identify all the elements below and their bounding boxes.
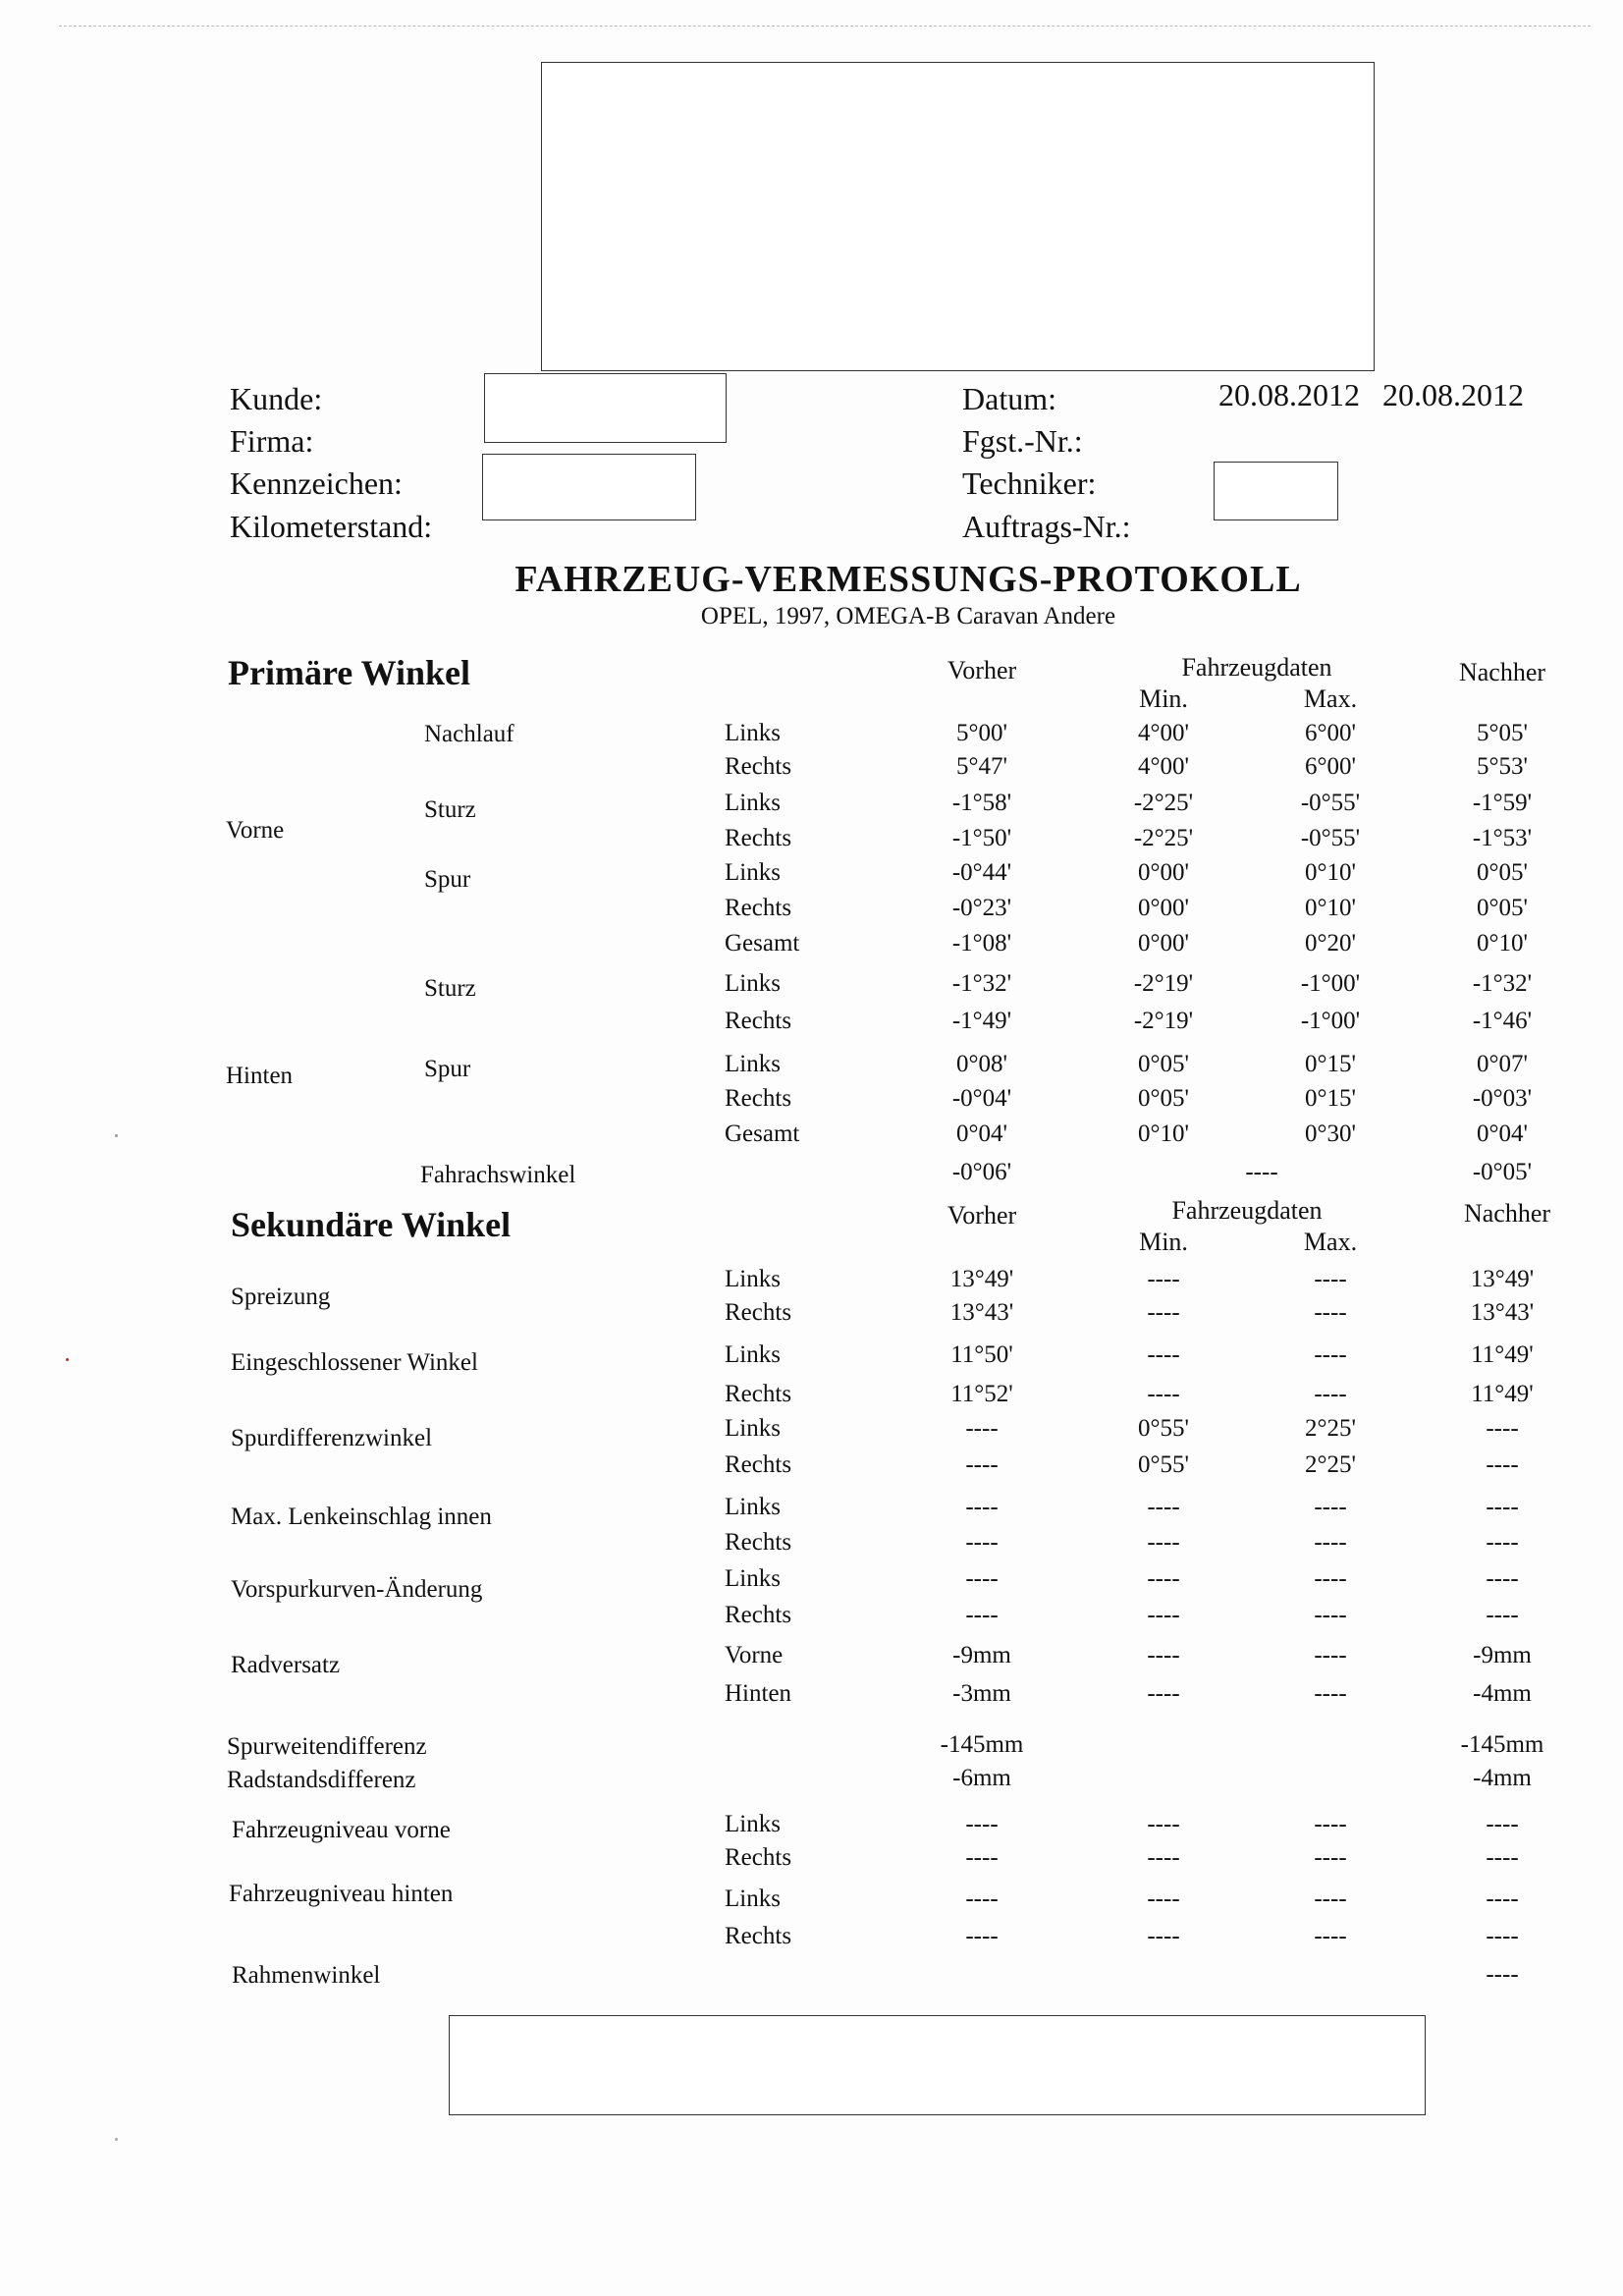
footer-redaction-box	[449, 2015, 1426, 2115]
secondary-row-18-nachher: ----	[1486, 1961, 1519, 1988]
secondary-row-3-min: ----	[1147, 1381, 1180, 1407]
primary-row-1-side: Rechts	[725, 753, 792, 780]
primary-row-9-min: 0°05'	[1137, 1051, 1189, 1077]
param-max-lenkeinschlag: Max. Lenkeinschlag innen	[231, 1503, 492, 1530]
secondary-row-11-side: Hinten	[725, 1680, 792, 1707]
primary-row-6-side: Gesamt	[725, 930, 800, 957]
scan-speck	[115, 1134, 118, 1137]
primary-row-10-min: 0°05'	[1137, 1085, 1189, 1112]
primary-row-2-max: -0°55'	[1300, 790, 1361, 816]
primary-row-9-max: 0°15'	[1304, 1051, 1356, 1077]
label-techniker: Techniker:	[962, 465, 1097, 501]
param-sturz-hinten: Sturz	[424, 975, 476, 1002]
secondary-row-0-nachher: 13°49'	[1470, 1266, 1535, 1292]
primary-row-0-max: 6°00'	[1304, 720, 1356, 746]
param-rahmenwinkel: Rahmenwinkel	[232, 1962, 381, 1989]
secondary-row-15-max: ----	[1314, 1844, 1347, 1871]
primary-row-3-min: -2°25'	[1133, 825, 1194, 851]
secondary-row-10-max: ----	[1314, 1642, 1347, 1668]
fahrachs-nachher: -0°05'	[1472, 1159, 1533, 1185]
label-kunde: Kunde:	[230, 381, 323, 416]
primary-row-5-max: 0°10'	[1304, 895, 1356, 921]
scan-speck	[66, 1358, 69, 1361]
secondary-row-3-max: ----	[1314, 1381, 1347, 1407]
secondary-row-6-vorher: ----	[965, 1494, 999, 1520]
techniker-redaction-box	[1214, 462, 1338, 520]
secondary-row-0-max: ----	[1314, 1266, 1347, 1292]
secondary-row-16-min: ----	[1147, 1886, 1180, 1912]
secondary-row-4-nachher: ----	[1486, 1415, 1519, 1442]
secondary-row-4-min: 0°55'	[1137, 1415, 1189, 1442]
secondary-row-8-nachher: ----	[1486, 1565, 1519, 1592]
secondary-row-14-vorher: ----	[965, 1811, 999, 1837]
primary-row-1-min: 4°00'	[1137, 753, 1189, 780]
primary-row-4-side: Links	[725, 859, 781, 886]
primary-row-9-side: Links	[725, 1051, 781, 1077]
primary-row-5-min: 0°00'	[1137, 895, 1189, 921]
param-fahrachswinkel: Fahrachswinkel	[420, 1162, 576, 1188]
primary-row-0-vorher: 5°00'	[955, 720, 1007, 746]
secondary-row-12-nachher: -145mm	[1460, 1731, 1544, 1758]
secondary-row-3-side: Rechts	[725, 1381, 792, 1407]
secondary-row-11-vorher: -3mm	[952, 1680, 1011, 1707]
secondary-row-7-vorher: ----	[965, 1529, 999, 1556]
secondary-row-13-vorher: -6mm	[952, 1765, 1011, 1791]
secondary-row-17-min: ----	[1147, 1923, 1180, 1949]
primary-row-10-vorher: -0°04'	[951, 1085, 1012, 1112]
secondary-row-12-vorher: -145mm	[940, 1731, 1024, 1758]
secondary-row-9-vorher: ----	[965, 1602, 999, 1628]
primary-row-5-nachher: 0°05'	[1476, 895, 1528, 921]
secondary-row-17-vorher: ----	[965, 1923, 999, 1949]
label-auftrags-nr: Auftrags-Nr.:	[962, 509, 1131, 544]
secondary-row-2-max: ----	[1314, 1341, 1347, 1368]
primary-row-3-nachher: -1°53'	[1472, 825, 1533, 851]
secondary-row-6-nachher: ----	[1486, 1494, 1519, 1520]
primary-row-2-nachher: -1°59'	[1472, 790, 1533, 816]
secondary-row-15-vorher: ----	[965, 1844, 999, 1871]
label-firma: Firma:	[230, 423, 314, 459]
datum-value-1: 20.08.2012	[1218, 377, 1360, 412]
primary-row-6-nachher: 0°10'	[1476, 930, 1528, 957]
primary-row-8-vorher: -1°49'	[951, 1008, 1012, 1034]
param-sturz-vorne: Sturz	[424, 796, 476, 823]
secondary-row-14-min: ----	[1147, 1811, 1180, 1837]
primary-row-6-max: 0°20'	[1304, 930, 1356, 957]
secondary-row-4-vorher: ----	[965, 1415, 999, 1442]
param-spurweitendifferenz: Spurweitendifferenz	[227, 1733, 427, 1760]
secondary-row-8-side: Links	[725, 1565, 781, 1592]
primary-row-8-side: Rechts	[725, 1008, 792, 1034]
scan-top-edge-line	[59, 26, 1591, 27]
primary-row-6-min: 0°00'	[1137, 930, 1189, 957]
secondary-row-0-side: Links	[725, 1266, 781, 1292]
primary-row-2-min: -2°25'	[1133, 790, 1194, 816]
secondary-row-14-nachher: ----	[1486, 1811, 1519, 1837]
datum-value-2: 20.08.2012	[1382, 377, 1524, 412]
label-kilometerstand: Kilometerstand:	[230, 509, 433, 544]
param-spur-hinten: Spur	[424, 1056, 471, 1082]
primary-row-8-nachher: -1°46'	[1472, 1008, 1533, 1034]
primary-row-6-vorher: -1°08'	[951, 930, 1012, 957]
primary-row-5-side: Rechts	[725, 895, 792, 921]
secondary-row-0-vorher: 13°49'	[949, 1266, 1014, 1292]
secondary-row-4-max: 2°25'	[1304, 1415, 1356, 1442]
label-fgst-nr: Fgst.-Nr.:	[962, 423, 1083, 459]
primary-row-7-vorher: -1°32'	[951, 970, 1012, 997]
secondary-row-16-max: ----	[1314, 1886, 1347, 1912]
primary-row-1-vorher: 5°47'	[955, 753, 1007, 780]
primary-col-max: Max.	[1303, 684, 1358, 713]
secondary-row-11-min: ----	[1147, 1680, 1180, 1707]
primary-row-7-max: -1°00'	[1300, 970, 1361, 997]
secondary-col-vorher: Vorher	[947, 1201, 1017, 1230]
primary-row-8-max: -1°00'	[1300, 1008, 1361, 1034]
secondary-row-10-min: ----	[1147, 1642, 1180, 1668]
secondary-row-8-max: ----	[1314, 1565, 1347, 1592]
primary-row-4-nachher: 0°05'	[1476, 859, 1528, 886]
primary-row-11-side: Gesamt	[725, 1121, 800, 1147]
secondary-row-15-nachher: ----	[1486, 1844, 1519, 1871]
param-fahrzeugniveau-vorne: Fahrzeugniveau vorne	[232, 1817, 451, 1843]
secondary-row-4-side: Links	[725, 1415, 781, 1442]
secondary-row-1-vorher: 13°43'	[949, 1299, 1014, 1326]
secondary-row-7-side: Rechts	[725, 1529, 792, 1556]
primary-row-10-side: Rechts	[725, 1085, 792, 1112]
secondary-row-5-side: Rechts	[725, 1451, 792, 1478]
secondary-row-9-max: ----	[1314, 1602, 1347, 1628]
param-eingeschlossener-winkel: Eingeschlossener Winkel	[231, 1349, 478, 1376]
secondary-row-9-side: Rechts	[725, 1602, 792, 1628]
param-radstandsdifferenz: Radstandsdifferenz	[227, 1767, 416, 1793]
secondary-row-5-vorher: ----	[965, 1451, 999, 1478]
primary-col-min: Min.	[1139, 684, 1188, 713]
secondary-row-15-side: Rechts	[725, 1844, 792, 1871]
secondary-row-2-side: Links	[725, 1341, 781, 1368]
primary-row-11-nachher: 0°04'	[1476, 1121, 1528, 1147]
primary-row-2-side: Links	[725, 790, 781, 816]
secondary-row-7-nachher: ----	[1486, 1529, 1519, 1556]
secondary-row-13-nachher: -4mm	[1473, 1765, 1532, 1791]
secondary-row-2-min: ----	[1147, 1341, 1180, 1368]
primary-row-7-nachher: -1°32'	[1472, 970, 1533, 997]
primary-col-vorher: Vorher	[947, 656, 1017, 684]
secondary-row-11-max: ----	[1314, 1680, 1347, 1707]
secondary-row-0-min: ----	[1147, 1266, 1180, 1292]
logo-redaction-box	[541, 62, 1375, 371]
primary-row-3-vorher: -1°50'	[951, 825, 1012, 851]
secondary-row-10-nachher: -9mm	[1473, 1642, 1532, 1668]
secondary-row-14-side: Links	[725, 1811, 781, 1837]
primary-heading: Primäre Winkel	[228, 653, 470, 692]
secondary-row-1-nachher: 13°43'	[1470, 1299, 1535, 1326]
primary-col-nachher: Nachher	[1458, 658, 1546, 686]
secondary-row-16-vorher: ----	[965, 1886, 999, 1912]
label-kennzeichen: Kennzeichen:	[230, 465, 403, 501]
secondary-row-7-max: ----	[1314, 1529, 1347, 1556]
secondary-col-nachher: Nachher	[1463, 1199, 1551, 1228]
vehicle-subtitle: OPEL, 1997, OMEGA-B Caravan Andere	[700, 603, 1116, 629]
primary-row-10-max: 0°15'	[1304, 1085, 1356, 1112]
primary-row-5-vorher: -0°23'	[951, 895, 1012, 921]
param-fahrzeugniveau-hinten: Fahrzeugniveau hinten	[229, 1881, 454, 1907]
secondary-row-1-max: ----	[1314, 1299, 1347, 1326]
secondary-row-6-max: ----	[1314, 1494, 1347, 1520]
param-spurdifferenzwinkel: Spurdifferenzwinkel	[231, 1425, 433, 1451]
secondary-row-10-side: Vorne	[725, 1642, 784, 1668]
secondary-row-6-side: Links	[725, 1494, 781, 1520]
secondary-row-15-min: ----	[1147, 1844, 1180, 1871]
secondary-row-17-nachher: ----	[1486, 1923, 1519, 1949]
fahrachs-vorher: -0°06'	[951, 1159, 1012, 1185]
param-vorspurkurven-aenderung: Vorspurkurven-Änderung	[231, 1576, 483, 1603]
secondary-row-5-max: 2°25'	[1304, 1451, 1356, 1478]
primary-row-0-min: 4°00'	[1137, 720, 1189, 746]
secondary-row-8-vorher: ----	[965, 1565, 999, 1592]
secondary-row-2-nachher: 11°49'	[1471, 1341, 1534, 1368]
secondary-row-1-min: ----	[1147, 1299, 1180, 1326]
secondary-row-9-nachher: ----	[1486, 1602, 1519, 1628]
primary-row-0-nachher: 5°05'	[1476, 720, 1528, 746]
group-hinten: Hinten	[226, 1063, 294, 1089]
secondary-row-1-side: Rechts	[725, 1299, 792, 1326]
primary-row-4-max: 0°10'	[1304, 859, 1356, 886]
secondary-row-17-side: Rechts	[725, 1923, 792, 1949]
primary-row-4-min: 0°00'	[1137, 859, 1189, 886]
secondary-row-17-max: ----	[1314, 1923, 1347, 1949]
primary-row-3-side: Rechts	[725, 825, 792, 851]
primary-row-1-max: 6°00'	[1304, 753, 1356, 780]
primary-row-7-side: Links	[725, 970, 781, 997]
primary-row-0-side: Links	[725, 720, 781, 746]
primary-row-7-min: -2°19'	[1133, 970, 1194, 997]
primary-row-11-max: 0°30'	[1304, 1121, 1356, 1147]
primary-row-2-vorher: -1°58'	[951, 790, 1012, 816]
fahrachs-minmax: ----	[1245, 1159, 1278, 1185]
primary-row-3-max: -0°55'	[1300, 825, 1361, 851]
secondary-row-7-min: ----	[1147, 1529, 1180, 1556]
secondary-col-min: Min.	[1139, 1228, 1188, 1256]
secondary-row-10-vorher: -9mm	[952, 1642, 1011, 1668]
secondary-heading: Sekundäre Winkel	[231, 1205, 512, 1244]
kennzeichen-redaction-box	[482, 454, 696, 520]
secondary-col-max: Max.	[1303, 1228, 1358, 1256]
label-datum: Datum:	[962, 381, 1056, 416]
primary-row-1-nachher: 5°53'	[1476, 753, 1528, 780]
secondary-row-3-nachher: 11°49'	[1471, 1381, 1534, 1407]
secondary-row-3-vorher: 11°52'	[950, 1381, 1013, 1407]
primary-row-10-nachher: -0°03'	[1472, 1085, 1533, 1112]
secondary-row-5-min: 0°55'	[1137, 1451, 1189, 1478]
secondary-row-16-nachher: ----	[1486, 1886, 1519, 1912]
primary-row-11-min: 0°10'	[1137, 1121, 1189, 1147]
secondary-row-14-max: ----	[1314, 1811, 1347, 1837]
param-radversatz: Radversatz	[231, 1652, 341, 1678]
kunde-redaction-box	[484, 373, 727, 443]
secondary-row-9-min: ----	[1147, 1602, 1180, 1628]
secondary-row-5-nachher: ----	[1486, 1451, 1519, 1478]
primary-row-11-vorher: 0°04'	[955, 1121, 1007, 1147]
primary-row-4-vorher: -0°44'	[951, 859, 1012, 886]
primary-row-9-vorher: 0°08'	[955, 1051, 1007, 1077]
primary-row-9-nachher: 0°07'	[1476, 1051, 1528, 1077]
secondary-col-fahrzeugdaten: Fahrzeugdaten	[1171, 1196, 1323, 1225]
param-nachlauf: Nachlauf	[424, 721, 514, 747]
secondary-row-2-vorher: 11°50'	[950, 1341, 1013, 1368]
group-vorne: Vorne	[226, 817, 285, 844]
param-spreizung: Spreizung	[231, 1284, 331, 1310]
secondary-row-8-min: ----	[1147, 1565, 1180, 1592]
secondary-row-11-nachher: -4mm	[1473, 1680, 1532, 1707]
param-spur-vorne: Spur	[424, 866, 471, 893]
primary-row-8-min: -2°19'	[1133, 1008, 1194, 1034]
scan-speck	[115, 2138, 118, 2141]
primary-col-fahrzeugdaten: Fahrzeugdaten	[1181, 653, 1332, 682]
secondary-row-16-side: Links	[725, 1886, 781, 1912]
document-title: FAHRZEUG-VERMESSUNGS-PROTOKOLL	[514, 559, 1302, 600]
secondary-row-6-min: ----	[1147, 1494, 1180, 1520]
